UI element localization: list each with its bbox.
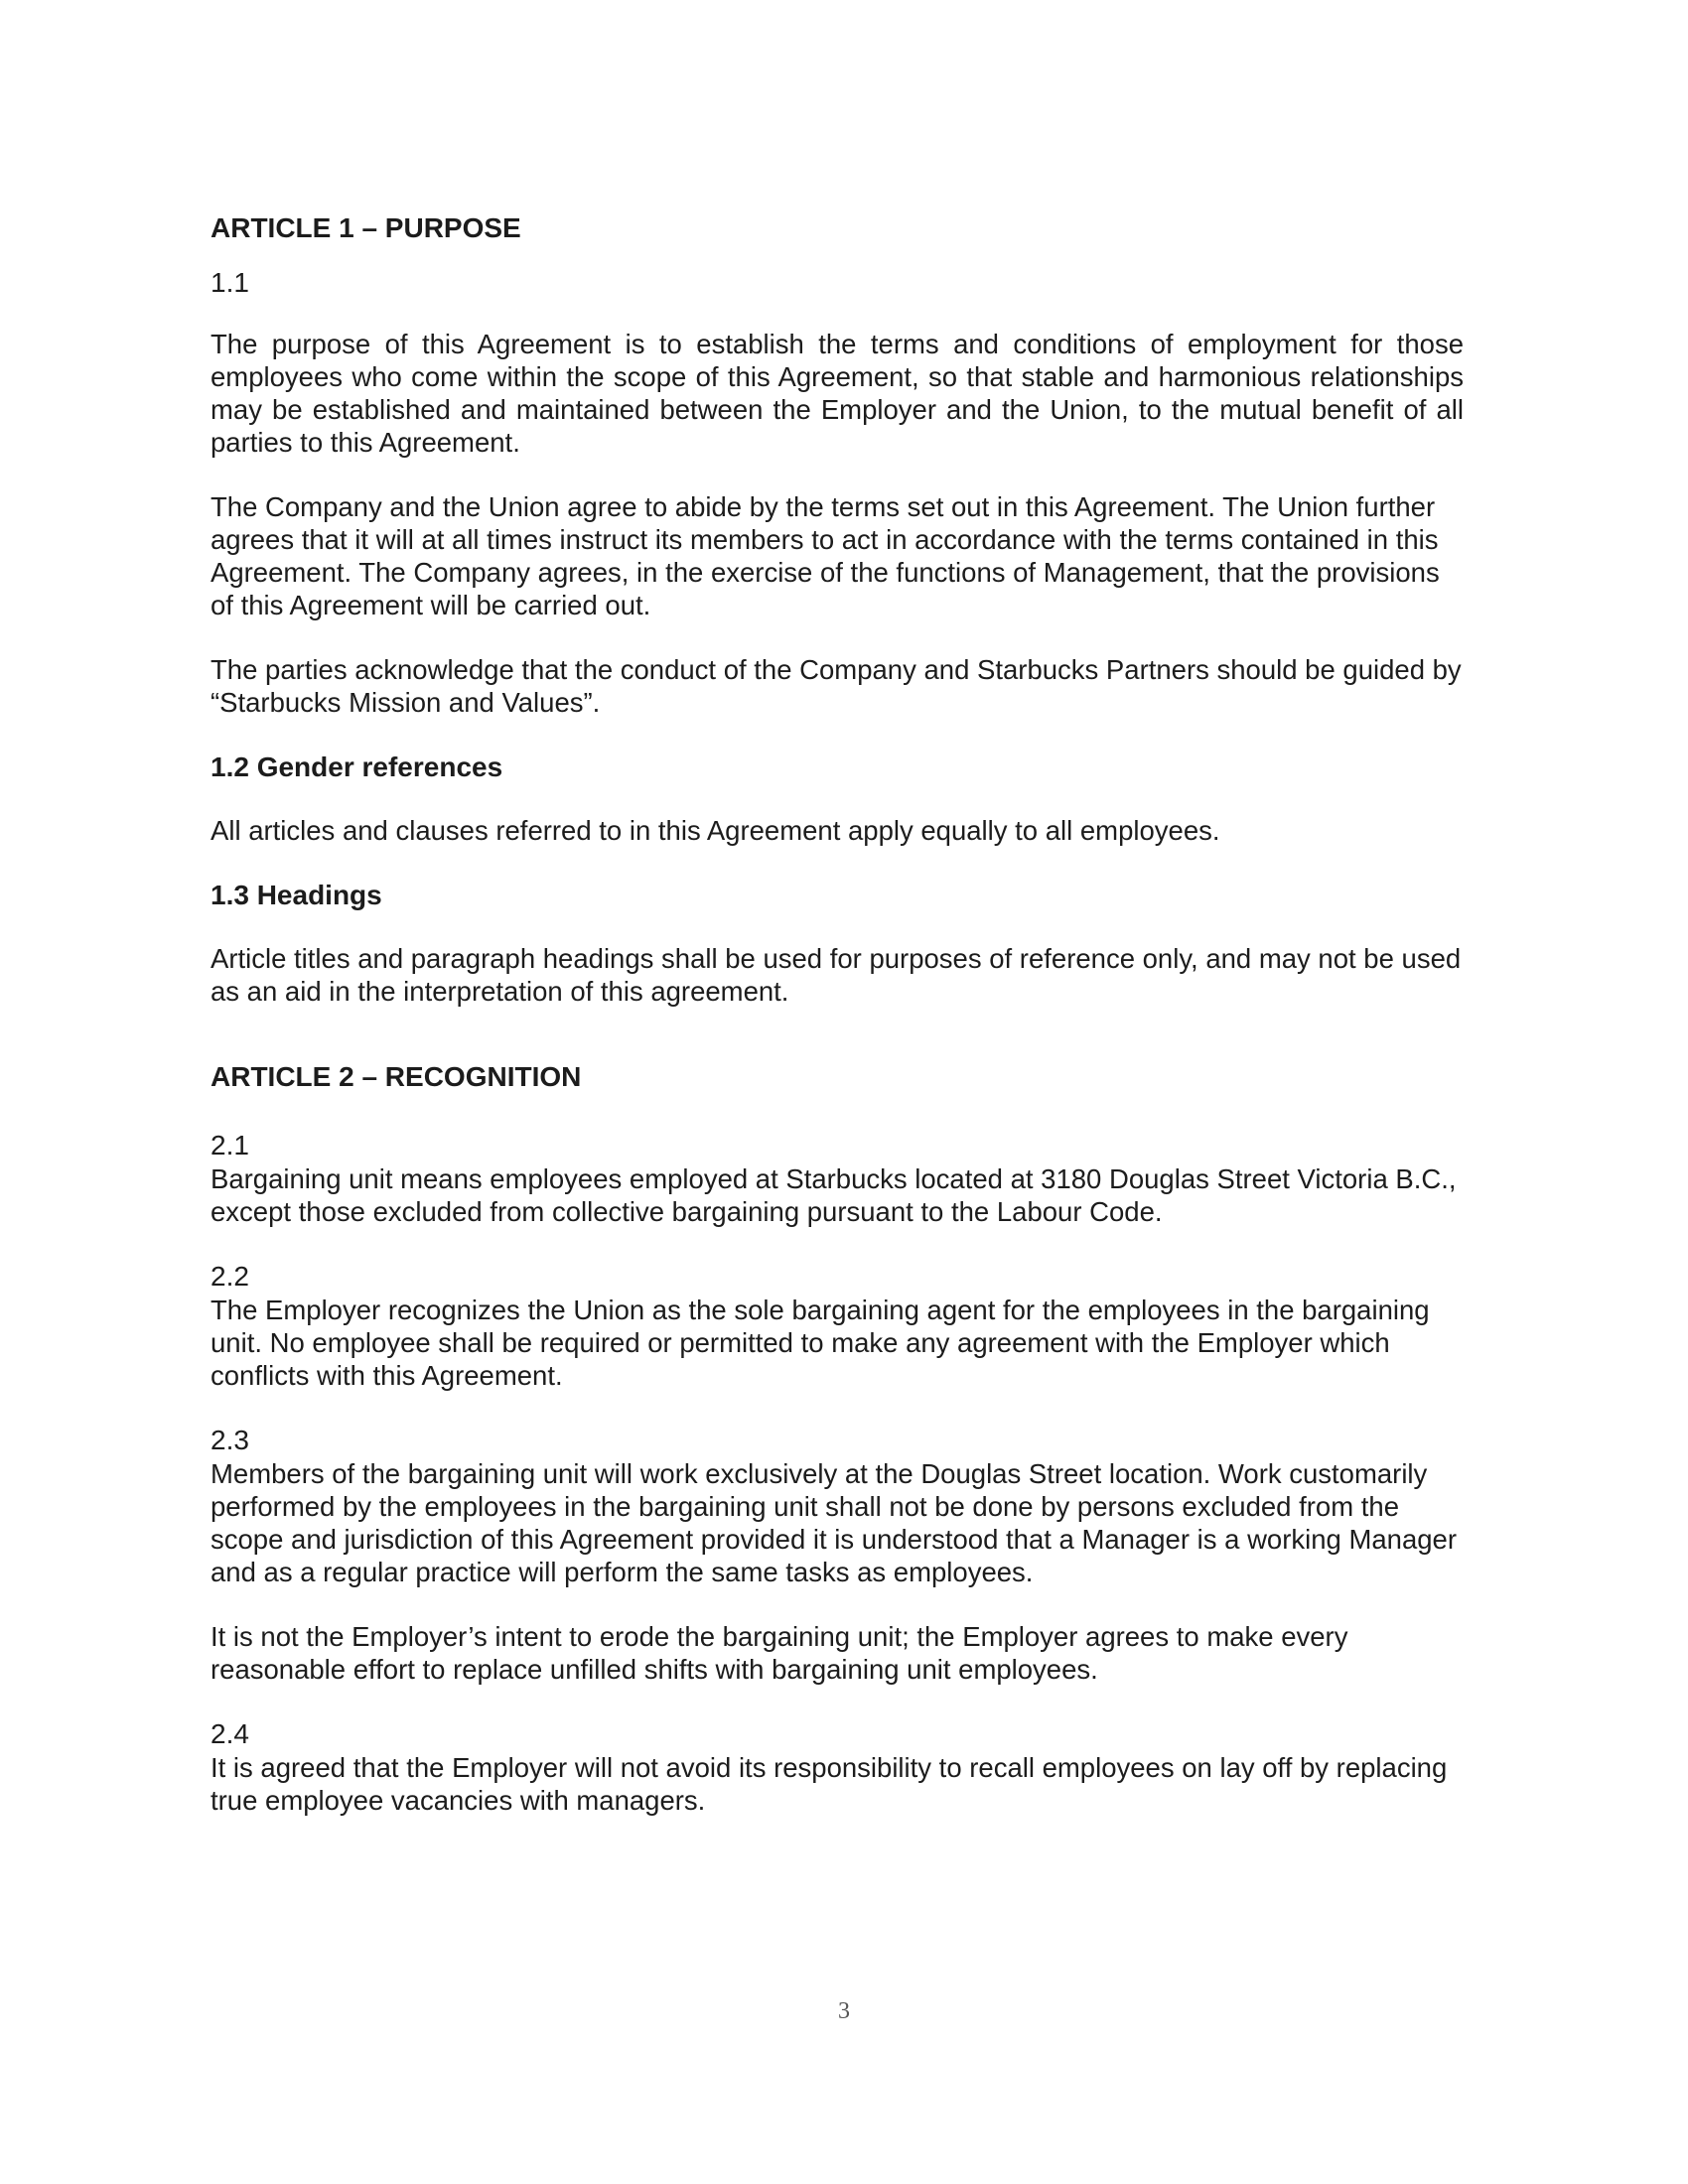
section-2-1-text: Bargaining unit means employees employed at Starbucks located at 3180 Douglas Street Victoria B.C., except those excluded from collective bargaining pursuant to the Labour Code. — [211, 1163, 1457, 1227]
section-1-2-text: All articles and clauses referred to in this Agreement apply equally to all employees. — [211, 815, 1220, 846]
section-1-1-paragraph-1: The purpose of this Agreement is to establish the terms and conditions of employment for those employees who come within the scope of this Agreement, so that stable and harmonious relationships may be established and maintained between the Employer and the Union, to the mutual benefit of all parties to this Agreement. — [211, 329, 1464, 458]
section-2-3-paragraph-1: Members of the bargaining unit will work exclusively at the Douglas Street location. Work customarily performed by the employees in the bargaining unit shall not be done by persons excluded from the scope and jurisdiction of this Agreement provided it is understood that a Manager is a working Manager and as a regular practice will perform the same tasks as employees. — [211, 1458, 1458, 1587]
section-1-3-heading: 1.3 Headings — [211, 880, 382, 910]
section-2-2-number: 2.2 — [211, 1261, 249, 1292]
article-1-heading: ARTICLE 1 – PURPOSE — [211, 212, 521, 243]
section-1-2-heading: 1.2 Gender references — [211, 751, 503, 782]
article-spacer — [211, 1039, 1464, 1059]
section-1-1-paragraph-3: The parties acknowledge that the conduct of the Company and Starbucks Partners should be guided by “Starbucks Mission and Values”. — [211, 654, 1462, 718]
section-1-1-number: 1.1 — [211, 267, 249, 298]
section-1-1-paragraph-2: The Company and the Union agree to abide by the terms set out in this Agreement. The Union further agrees that it will at all times instruct its members to act in accordance with the terms contained in this Agreement. The Company agrees, in the exercise of the functions of Management, that the provisions of this Agreement will be carried out. — [211, 491, 1440, 620]
page-number: 3 — [838, 1998, 850, 2024]
section-2-2-text: The Employer recognizes the Union as the sole bargaining agent for the employees in the bargaining unit. No employee shall be required or permitted to make any agreement with the Employer which conflicts with this Agreement. — [211, 1295, 1430, 1391]
section-2-3-number: 2.3 — [211, 1425, 249, 1455]
document-body — [211, 210, 1464, 1848]
section-2-4-number: 2.4 — [211, 1718, 249, 1749]
section-1-3-text: Article titles and paragraph headings shall be used for purposes of reference only, and may not be used as an aid in the interpretation of this agreement. — [211, 943, 1462, 1007]
section-2-3-paragraph-2: It is not the Employer’s intent to erode the bargaining unit; the Employer agrees to make every reasonable effort to replace unfilled shifts with bargaining unit employees. — [211, 1621, 1348, 1685]
section-2-1-number: 2.1 — [211, 1130, 249, 1160]
article-2-heading: ARTICLE 2 – RECOGNITION — [211, 1061, 582, 1092]
section-2-4-text: It is agreed that the Employer will not avoid its responsibility to recall employees on lay off by replacing true employee vacancies with managers. — [211, 1752, 1448, 1816]
